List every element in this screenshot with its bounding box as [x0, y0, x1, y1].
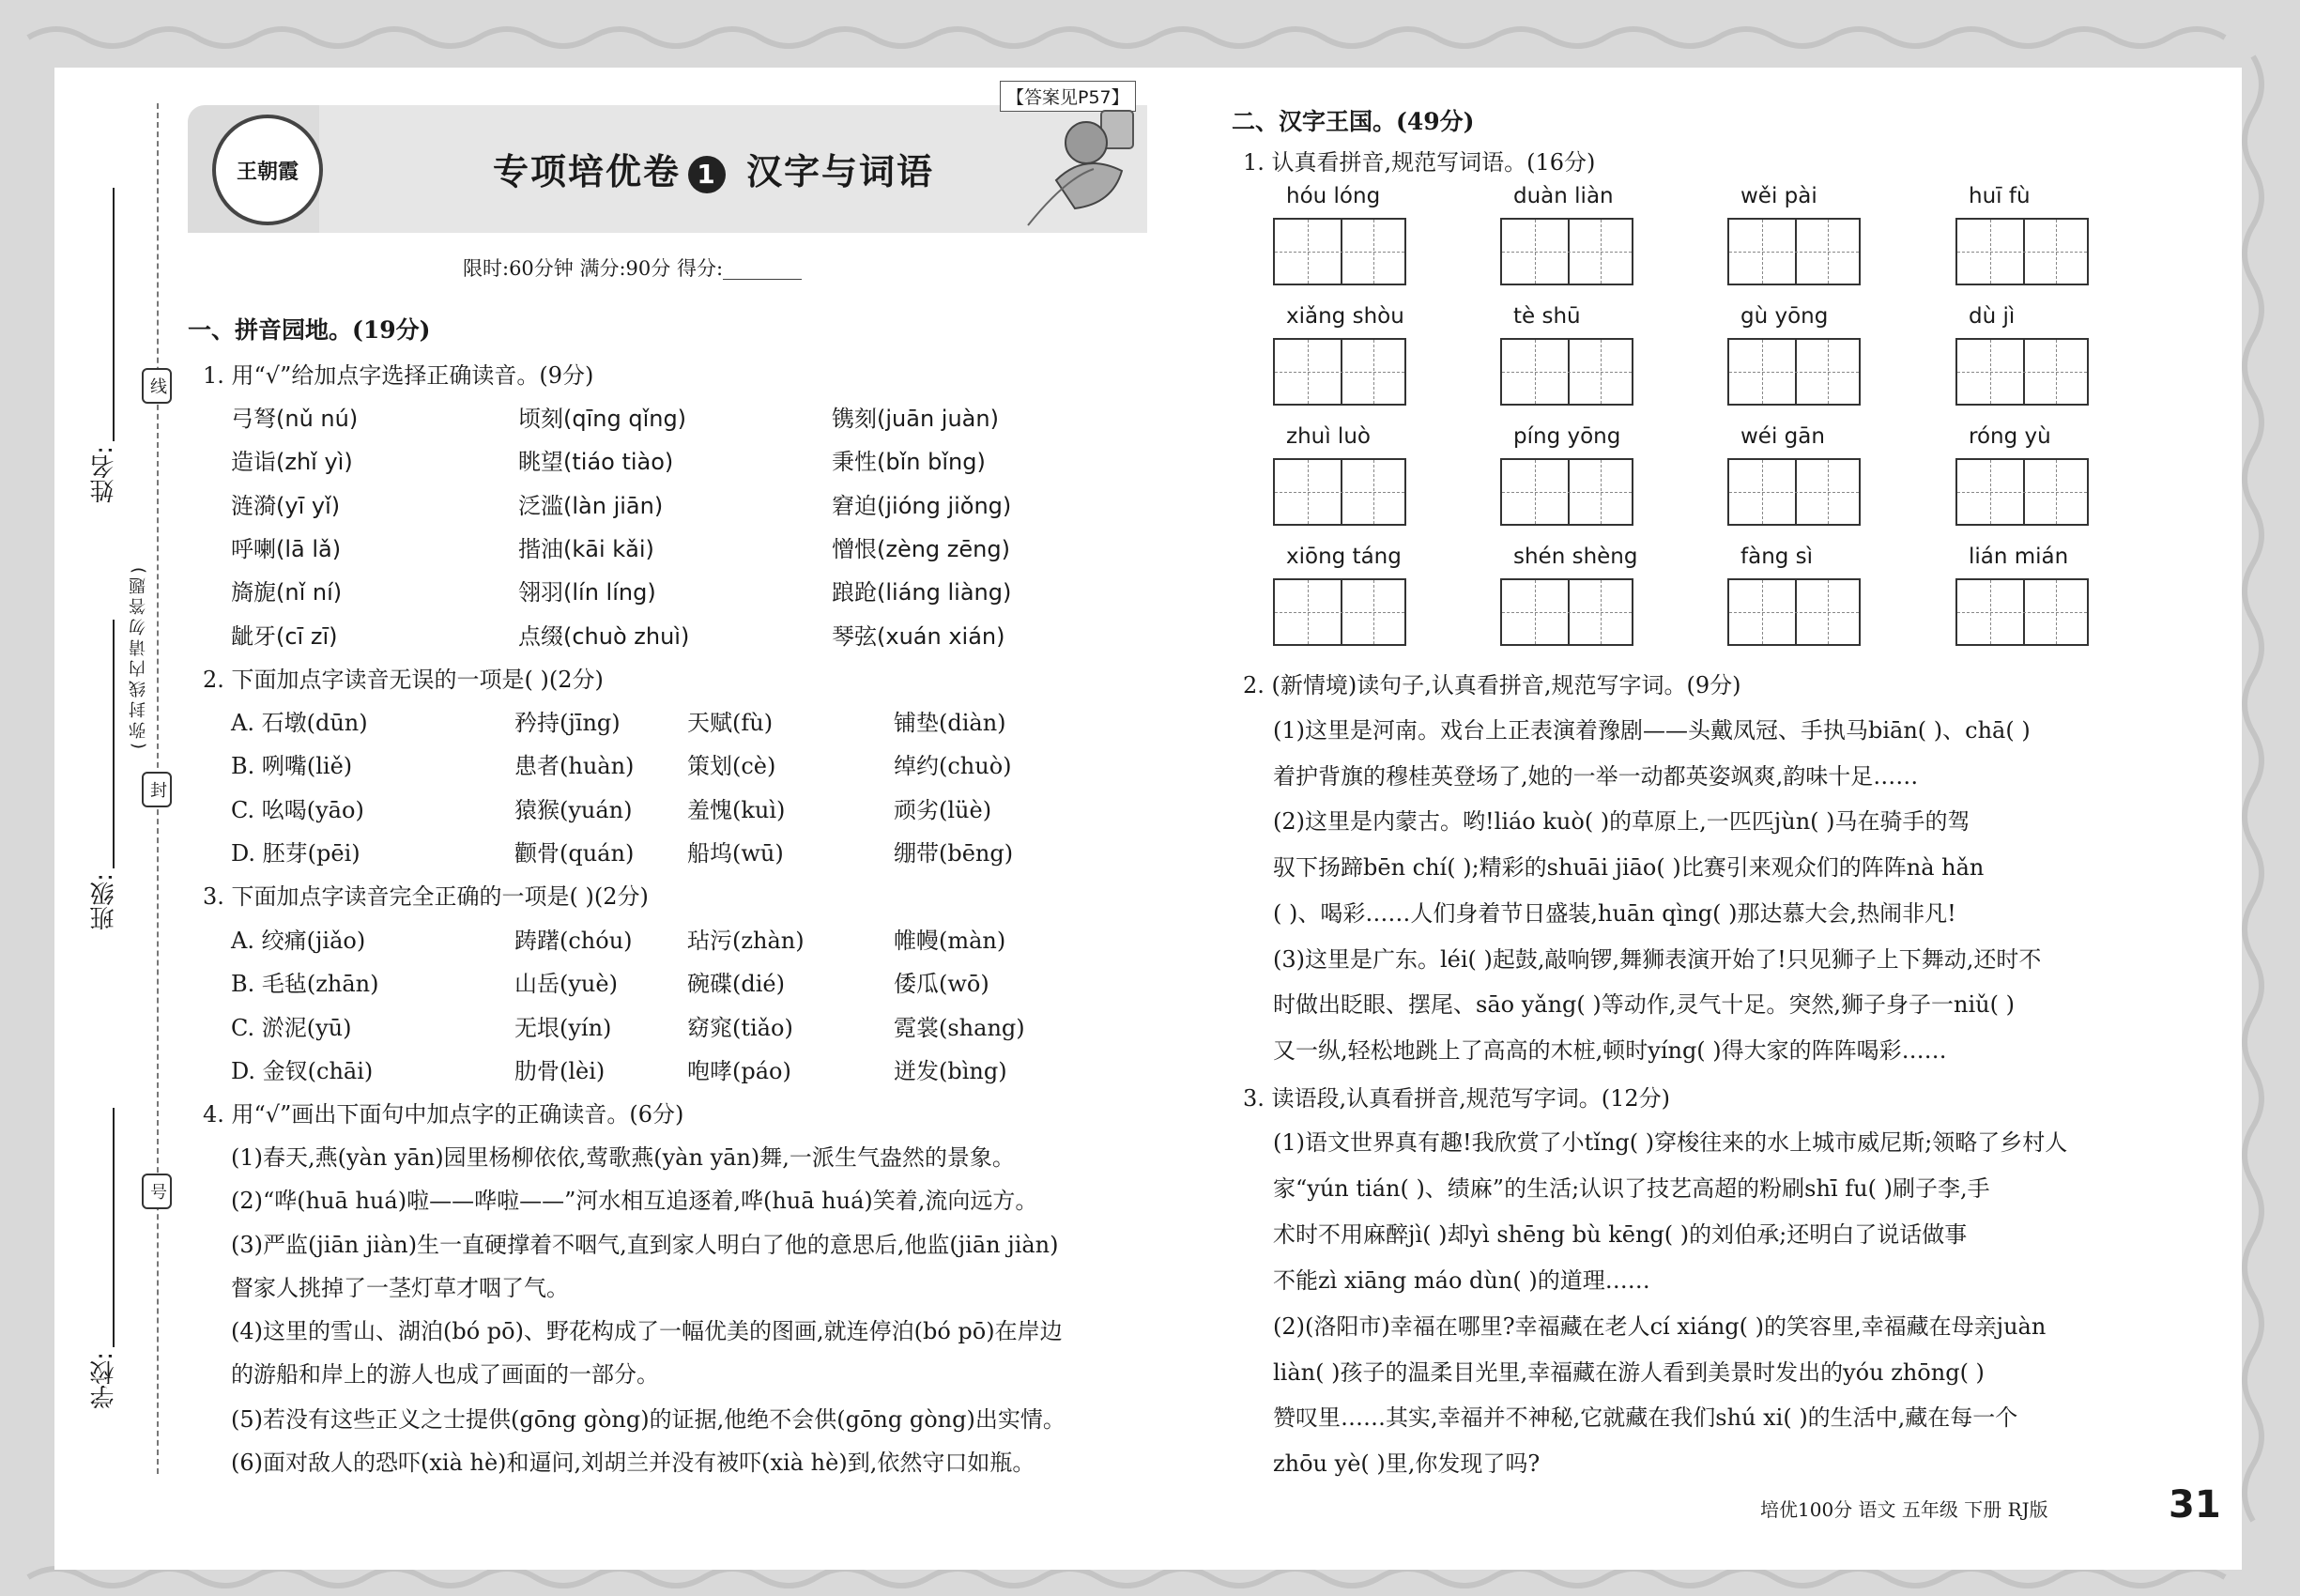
q3-option: 霓裳(shang) — [894, 1014, 1025, 1041]
footer-info: 培优100分 语文 五年级 下册 RJ版 — [1760, 1498, 2048, 1521]
school-label: 学校: — [90, 1352, 118, 1409]
q1-stem: 1. 用“√”给加点字选择正确读音。(9分) — [203, 362, 594, 389]
q2-option: 铺垫(diàn) — [894, 710, 1006, 736]
passage-line: 驭下扬蹄bēn chí( );精彩的shuāi jiāo( )比赛引来观众们的阵阵nà hǎn — [1273, 854, 1985, 882]
s2-q2-stem: 2. (新情境)读句子,认真看拼音,规范写字词。(9分) — [1243, 672, 1741, 698]
q2-option: C. 吆喝(yāo) — [231, 796, 364, 823]
q2-option: 绰约(chuò) — [894, 753, 1012, 780]
q3-option: 迸发(bìng) — [894, 1057, 1007, 1084]
pinyin-prompt: gù yōng — [1740, 304, 1829, 329]
q2-option: 猿猴(yuán) — [514, 796, 633, 823]
passage-line: 着护背旗的穆桂英登场了,她的一举一动都英姿飒爽,韵味十足…… — [1273, 762, 1919, 790]
q1-option: 眺望(tiáo tiào) — [518, 449, 674, 476]
passage-line: (1)这里是河南。戏台上正表演着豫剧——头戴凤冠、手执马biān( )、chā( ) — [1273, 717, 2031, 744]
mark-seal: 封 — [142, 772, 172, 807]
pinyin-prompt: xiǎng shòu — [1286, 304, 1404, 329]
writing-box[interactable] — [1727, 218, 1861, 285]
writing-box[interactable] — [1273, 338, 1406, 406]
q1-option: 弓弩(nǔ nú) — [231, 406, 359, 432]
page-number: 31 — [2169, 1483, 2221, 1527]
pinyin-prompt: zhuì luò — [1286, 424, 1371, 449]
passage-line: zhōu yè( )里,你发现了吗? — [1273, 1450, 1541, 1478]
q1-option: 泛滥(làn jiān) — [518, 492, 664, 519]
pinyin-prompt: huī fù — [1969, 184, 2031, 208]
writing-box[interactable] — [1727, 458, 1861, 526]
pinyin-prompt: shén shèng — [1513, 545, 1638, 569]
writing-box[interactable] — [1500, 578, 1633, 646]
q3-option: B. 毛毡(zhān) — [231, 971, 379, 998]
q2-option: A. 石墩(dūn) — [231, 710, 368, 736]
title-number: 1 — [688, 156, 726, 193]
pinyin-prompt: xiōng táng — [1286, 545, 1402, 569]
pinyin-prompt: duàn liàn — [1513, 184, 1614, 208]
q3-option: 碗碟(dié) — [687, 971, 785, 998]
q4-sentence: (1)春天,燕(yàn yān)园里杨柳依依,莺歌燕(yàn yān)舞,一派生气盎然的景象。 — [231, 1144, 1015, 1171]
q1-option: 踉跄(liáng liàng) — [832, 579, 1012, 606]
q1-option: 涟漪(yī yǐ) — [231, 492, 341, 519]
q2-option: 船坞(wū) — [687, 839, 784, 867]
title-right: 汉字与词语 — [746, 151, 935, 192]
q2-option: 颧骨(quán) — [514, 839, 635, 867]
mark-line: 线 — [142, 368, 172, 404]
q1-option: 琴弦(xuán xián) — [832, 622, 1005, 650]
s2-q3-stem: 3. 读语段,认真看拼音,规范写字词。(12分) — [1243, 1085, 1671, 1112]
passage-line: (2)(洛阳市)幸福在哪里?幸福藏在老人cí xiáng( )的笑容里,幸福藏在母亲juàn — [1273, 1312, 2047, 1340]
q3-option: D. 金钗(chāi) — [231, 1057, 374, 1084]
q3-option: 山岳(yuè) — [514, 971, 618, 998]
q1-option: 窘迫(jióng jiǒng) — [832, 492, 1012, 519]
title-left: 专项培优卷 — [493, 151, 682, 192]
writing-box[interactable] — [1500, 338, 1633, 406]
class-write-line — [113, 620, 115, 868]
passage-line: (3)这里是广东。léi( )起鼓,敲响锣,舞狮表演开始了!只见狮子上下舞动,还时不 — [1273, 945, 2042, 973]
passage-line: ( )、喝彩……人们身着节日盛装,huān qìng( )那达慕大会,热闹非凡! — [1273, 899, 1956, 927]
brand-seal-text: 王朝霞 — [236, 159, 299, 184]
writing-box[interactable] — [1500, 458, 1633, 526]
pinyin-prompt: hóu lóng — [1286, 184, 1381, 208]
q2-option: 患者(huàn) — [514, 753, 635, 780]
q2-option: B. 咧嘴(liě) — [231, 753, 353, 780]
q1-option: 镌刻(juān juàn) — [832, 406, 999, 432]
passage-line: 赞叹里……其实,幸福并不神秘,它就藏在我们shú xi( )的生活中,藏在每一个 — [1273, 1404, 2018, 1432]
q1-option: 呼喇(lā lǎ) — [231, 535, 342, 562]
brand-seal — [212, 115, 323, 225]
q3-option: 无垠(yín) — [514, 1014, 612, 1041]
q1-option: 旖旎(nǐ ní) — [231, 579, 343, 606]
pinyin-prompt: lián mián — [1969, 545, 2069, 569]
writing-box[interactable] — [1273, 218, 1406, 285]
q3-option: 窈窕(tiǎo) — [687, 1014, 793, 1041]
pinyin-prompt: róng yù — [1969, 424, 2051, 449]
q2-option: 矜持(jīng) — [514, 710, 621, 736]
q4-sentence: (3)严监(jiān jiàn)生一直硬撑着不咽气,直到家人明白了他的意思后,他监(jiān jiàn) — [231, 1232, 1059, 1258]
passage-line: 又一纵,轻松地跳上了高高的木桩,顿时yíng( )得大家的阵阵喝彩…… — [1273, 1036, 1947, 1064]
q2-option: 天赋(fù) — [687, 710, 774, 736]
q3-option: 踌躇(chóu) — [514, 928, 633, 954]
mark-number: 号 — [142, 1174, 172, 1209]
passage-line: 家“yún tián( )、绩麻”的生活;认识了技艺高超的粉刷shī fu( )刷子李,手 — [1273, 1174, 1990, 1202]
q3-option: 帷幔(màn) — [894, 928, 1006, 954]
pinyin-prompt: fàng sì — [1740, 545, 1814, 569]
q4-stem: 4. 用“√”画出下面句中加点字的正确读音。(6分) — [203, 1101, 684, 1128]
pinyin-prompt: wéi gān — [1740, 424, 1825, 449]
q1-option: 龇牙(cī zī) — [231, 622, 338, 650]
writing-box[interactable] — [1727, 338, 1861, 406]
passage-line: 不能zì xiāng máo dùn( )的道理…… — [1273, 1266, 1650, 1294]
class-label: 班级: — [90, 873, 118, 930]
pinyin-prompt: píng yōng — [1513, 424, 1621, 449]
q4-sentence: (4)这里的雪山、湖泊(bó pō)、野花构成了一幅优美的图画,就连停泊(bó pō)在岸边 — [231, 1318, 1063, 1344]
writing-box[interactable] — [1955, 578, 2089, 646]
q1-option: 翎羽(lín líng) — [518, 579, 656, 606]
q4-sentence: (2)“哗(huā huá)啦——哗啦——”河水相互追逐着,哗(huā huá)笑着,流向远方。 — [231, 1188, 1038, 1214]
writing-box[interactable] — [1955, 338, 2089, 406]
passage-line: (2)这里是内蒙古。哟!liáo kuò( )的草原上,一匹匹jùn( )马在骑手的驾 — [1273, 808, 1970, 836]
name-write-line — [113, 188, 115, 441]
q1-option: 点缀(chuò zhuì) — [518, 622, 690, 650]
passage-line: liàn( )孩子的温柔目光里,幸福藏在游人看到美景时发出的yóu zhōng( ) — [1273, 1358, 1985, 1386]
section-1-heading: 一、拼音园地。(19分) — [188, 316, 431, 344]
q2-option: 策划(cè) — [687, 753, 776, 780]
pinyin-prompt: tè shū — [1513, 304, 1581, 329]
passage-line: 术时不用麻醉jì( )却yì shēng bù kēng( )的刘伯承;还明白了说话做事 — [1273, 1220, 1968, 1248]
section-2-heading: 二、汉字王国。(49分) — [1232, 108, 1475, 135]
answer-reference: 【答案见P57】 — [1000, 81, 1136, 112]
q3-option: 肋骨(lèi) — [514, 1057, 606, 1084]
writing-box[interactable] — [1500, 218, 1633, 285]
q3-option: C. 淤泥(yū) — [231, 1014, 352, 1041]
name-label: 姓名: — [90, 446, 118, 503]
exam-meta: 限时:60分钟 满分:90分 得分:________ — [463, 257, 803, 280]
writing-box[interactable] — [1955, 218, 2089, 285]
pinyin-prompt: wěi pài — [1740, 184, 1817, 208]
s2-q1-stem: 1. 认真看拼音,规范写词语。(16分) — [1243, 149, 1596, 176]
q4-sentence: (5)若没有这些正义之士提供(gōng gòng)的证据,他绝不会供(gōng gòng)出实情。 — [231, 1406, 1066, 1433]
q4-sentence: (6)面对敌人的恐吓(xià hè)和逼问,刘胡兰并没有被吓(xià hè)到,依然守口如瓶。 — [231, 1450, 1035, 1476]
q4-sentence: 的游船和岸上的游人也成了画面的一部分。 — [231, 1361, 659, 1388]
q2-option: 绷带(bēng) — [894, 839, 1014, 867]
writing-box[interactable] — [1273, 578, 1406, 646]
seal-note: (弥封线内请勿答题) — [129, 563, 148, 750]
q3-option: A. 绞痛(jiǎo) — [231, 928, 366, 954]
page-title — [493, 143, 934, 194]
q2-stem: 2. 下面加点字读音无误的一项是( )(2分) — [203, 667, 604, 693]
mascot-illustration-icon — [1019, 105, 1145, 231]
pinyin-prompt: dù jì — [1969, 304, 2016, 329]
q4-sentence: 督家人挑掉了一茎灯草才咽了气。 — [231, 1275, 569, 1301]
passage-line: (1)语文世界真有趣!我欣赏了小tǐng( )穿梭往来的水上城市威尼斯;领略了乡村人 — [1273, 1129, 2068, 1156]
writing-box[interactable] — [1273, 458, 1406, 526]
passage-line: 时做出眨眼、摆尾、sāo yǎng( )等动作,灵气十足。突然,狮子身子一niǔ( ) — [1273, 991, 2015, 1019]
writing-box[interactable] — [1955, 458, 2089, 526]
q3-option: 玷污(zhàn) — [687, 928, 805, 954]
q2-option: 顽劣(lüè) — [894, 796, 992, 823]
writing-box[interactable] — [1727, 578, 1861, 646]
q1-option: 顷刻(qīng qǐng) — [518, 406, 687, 432]
q2-option: 羞愧(kuì) — [687, 796, 786, 823]
q3-option: 咆哮(páo) — [687, 1057, 791, 1084]
q1-option: 憎恨(zèng zēng) — [832, 535, 1010, 562]
q2-option: D. 胚芽(pēi) — [231, 839, 360, 867]
q1-option: 揩油(kāi kǎi) — [518, 535, 654, 562]
q3-option: 倭瓜(wō) — [894, 971, 989, 998]
q3-stem: 3. 下面加点字读音完全正确的一项是( )(2分) — [203, 883, 649, 910]
q1-option: 造诣(zhǐ yì) — [231, 449, 353, 476]
q1-option: 秉性(bǐn bǐng) — [832, 449, 986, 476]
school-write-line — [113, 1108, 115, 1347]
